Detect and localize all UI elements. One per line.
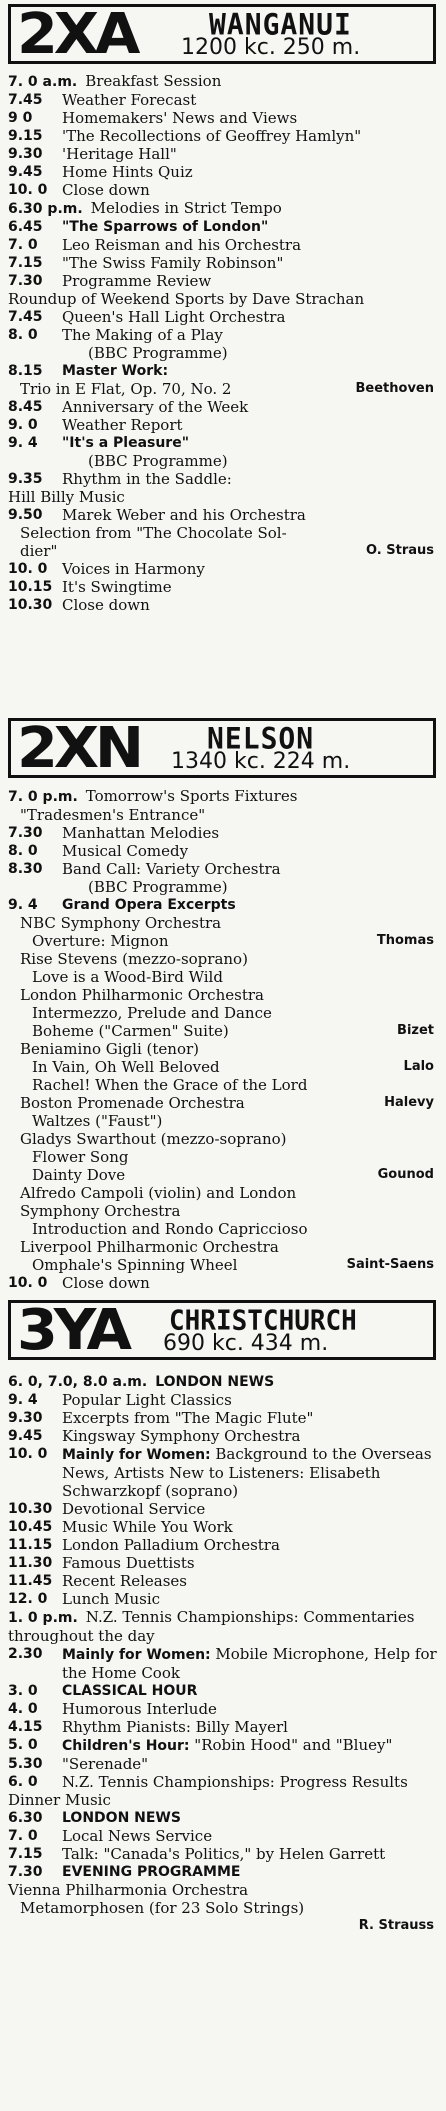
programme-time: 9.30: [8, 146, 43, 162]
programme-time: 9.35: [8, 471, 43, 487]
composer-name: Halevy: [384, 1095, 434, 1110]
programme-title-lead: Mainly for Women:: [62, 1447, 211, 1463]
programme-title: 'The Recollections of Geoffrey Hamlyn": [62, 127, 362, 145]
programme-time: 9. 4: [8, 1392, 38, 1408]
programme-title: It's Swingtime: [62, 578, 172, 596]
programme-subline: [8, 1899, 438, 1917]
programme-title: Home Hints Quiz: [62, 163, 193, 181]
subline-text: "Tradesmen's Entrance": [20, 806, 206, 824]
station-name: WANGANUI: [209, 7, 352, 42]
programme-time: 10.30: [8, 1501, 53, 1517]
programme-subline: [20, 1058, 438, 1076]
station-name: NELSON: [207, 721, 315, 756]
programme-entry: [8, 787, 438, 824]
composer-name: Beethoven: [355, 381, 434, 396]
programme-time: 9.50: [8, 507, 43, 523]
station-header-2xn: [8, 716, 436, 781]
programme-time: 8.45: [8, 399, 43, 415]
programme-time: 8.30: [8, 861, 43, 877]
station-frequency: 1340 kc. 224 m.: [171, 749, 351, 774]
subline-text: Dinner Music: [8, 1791, 111, 1809]
programme-subline: [8, 542, 438, 560]
programme-line: [8, 1608, 438, 1645]
programme-entry: [8, 1773, 438, 1809]
programme-title: Humorous Interlude: [62, 1700, 217, 1718]
programme-entry: [8, 1500, 438, 1518]
programme-entry: [8, 860, 438, 896]
programme-subline: [8, 878, 438, 896]
programme-entry: [8, 1827, 438, 1845]
programme-time: 5. 0: [8, 1737, 38, 1753]
programme-time: 6.30 p.m.: [8, 201, 83, 217]
programme-time: 9. 4: [8, 435, 38, 451]
subline-text: Overture: Mignon: [32, 932, 169, 950]
programme-title: Marek Weber and his Orchestra: [62, 506, 306, 524]
programme-subline: [8, 524, 438, 542]
programme-title: [62, 1445, 438, 1500]
programme-entry: [8, 308, 438, 326]
subline-text: NBC Symphony Orchestra: [20, 914, 222, 932]
programme-time: 7.15: [8, 255, 43, 271]
programme-title: Master Work:: [62, 363, 169, 379]
programme-time: 7. 0 p.m.: [8, 789, 78, 805]
programme-time: 9.45: [8, 1428, 43, 1444]
programme-subline: [8, 380, 438, 398]
programme-entry: [8, 127, 438, 145]
programme-entry: [8, 109, 438, 127]
programme-entry: [8, 1590, 438, 1608]
station-callsign: 2XA: [17, 2, 137, 67]
subline-text: Trio in E Flat, Op. 70, No. 2: [20, 380, 232, 398]
programme-time: 6. 0: [8, 1774, 38, 1790]
programme-entry: [8, 236, 438, 254]
programme-time: 3. 0: [8, 1683, 38, 1699]
programme-time: 1. 0 p.m.: [8, 1610, 78, 1626]
subline-text: In Vain, Oh Well Beloved: [32, 1058, 220, 1076]
programme-entry: [8, 1409, 438, 1427]
programme-title: Musical Comedy: [62, 842, 189, 860]
station-programme-3ya: [8, 1372, 438, 1933]
subline-text: Omphale's Spinning Wheel: [32, 1256, 238, 1274]
programme-title: Talk: "Canada's Politics," by Helen Garrett: [62, 1845, 386, 1863]
programme-title: Close down: [62, 181, 150, 199]
programme-time: 7. 0 a.m.: [8, 74, 78, 90]
programme-subline: [20, 914, 438, 932]
programme-time: 9.15: [8, 128, 43, 144]
programme-time: 4. 0: [8, 1701, 38, 1717]
programme-time: 10.45: [8, 1519, 53, 1535]
programme-title-lead: Children's Hour:: [62, 1738, 190, 1754]
programme-subline: [20, 1220, 438, 1238]
programme-entry: [8, 1391, 438, 1409]
programme-entry: [8, 145, 438, 163]
subline-text: Gladys Swarthout (mezzo-soprano): [20, 1130, 287, 1148]
programme-line: [8, 787, 438, 806]
programme-entry: [8, 1518, 438, 1536]
composer-name: O. Straus: [366, 543, 434, 558]
composer-name: Saint-Saens: [346, 1257, 434, 1272]
subline-text: (BBC Programme): [88, 878, 228, 896]
programme-title-rest: Background to the Overseas News, Artists New to Listeners: Elisabeth Schwarzkopf (soprano): [62, 1445, 432, 1500]
programme-subline: [20, 1112, 438, 1130]
programme-entry: [8, 1718, 438, 1736]
programme-time: 6.45: [8, 219, 43, 235]
programme-subline: [20, 1166, 438, 1184]
subline-text: (BBC Programme): [88, 452, 228, 470]
programme-title: Local News Service: [62, 1827, 213, 1845]
subline-text: Rise Stevens (mezzo-soprano): [20, 950, 248, 968]
programme-time: 7.45: [8, 92, 43, 108]
programme-time: 9. 0: [8, 417, 38, 433]
station-callsign: 2XN: [17, 716, 140, 781]
programme-subline: [20, 950, 438, 968]
programme-subline: [20, 1094, 438, 1112]
programme-title: Breakfast Session: [85, 72, 222, 90]
programme-title-rest: "Robin Hood" and "Bluey": [189, 1736, 393, 1754]
programme-subline: [20, 1148, 438, 1166]
programme-time: 4.15: [8, 1719, 43, 1735]
programme-time: 10. 0: [8, 182, 48, 198]
programme-title: Rhythm in the Saddle:: [62, 470, 232, 488]
programme-subline: [8, 1791, 438, 1809]
programme-entry: [8, 72, 438, 91]
programme-title: Grand Opera Excerpts: [62, 897, 236, 913]
programme-entry: [8, 560, 438, 578]
station-callsign: 3YA: [17, 1298, 128, 1363]
programme-time: 7.30: [8, 273, 43, 289]
programme-entry: [8, 272, 438, 308]
composer-name: Lalo: [403, 1059, 434, 1074]
programme-title: CLASSICAL HOUR: [62, 1683, 198, 1699]
subline-text: Introduction and Rondo Capriccioso: [32, 1220, 308, 1238]
programme-entry: [8, 362, 438, 398]
programme-entry: [8, 1809, 438, 1827]
programme-title: Popular Light Classics: [62, 1391, 232, 1409]
programme-title: 'Heritage Hall": [62, 145, 177, 163]
subline-text: Boston Promenade Orchestra: [20, 1094, 245, 1112]
programme-entry: [8, 824, 438, 842]
programme-time: 10.15: [8, 579, 53, 595]
programme-line: [8, 72, 438, 91]
programme-entry: [8, 1736, 438, 1755]
programme-entry: [8, 1554, 438, 1572]
programme-subline: [20, 1130, 438, 1148]
programme-subline: [20, 1202, 438, 1220]
programme-time: 7.15: [8, 1846, 43, 1862]
subline-text: Symphony Orchestra: [20, 1202, 181, 1220]
programme-entry: [8, 506, 438, 560]
programme-time: 8. 0: [8, 843, 38, 859]
programme-title-rest: Mobile Microphone, Help for the Home Cook: [62, 1645, 437, 1682]
station-header-2xa: [8, 2, 436, 67]
subline-text: Waltzes ("Faust"): [32, 1112, 163, 1130]
programme-entry: [8, 1755, 438, 1773]
programme-title: Weather Forecast: [62, 91, 197, 109]
programme-entry: [8, 326, 438, 362]
programme-entry: [8, 434, 438, 470]
programme-entry: [8, 1572, 438, 1590]
programme-entry: [8, 842, 438, 860]
programme-entry: [8, 1536, 438, 1554]
programme-title: Anniversary of the Week: [62, 398, 249, 416]
subline-text: Love is a Wood-Bird Wild: [32, 968, 223, 986]
programme-subline: [8, 488, 438, 506]
programme-entry: [8, 1700, 438, 1718]
programme-title: Homemakers' News and Views: [62, 109, 298, 127]
programme-entry: [8, 181, 438, 199]
programme-title: EVENING PROGRAMME: [62, 1864, 241, 1880]
subline-text: Roundup of Weekend Sports by Dave Strachan: [8, 290, 365, 308]
subline-text: London Philharmonic Orchestra: [20, 986, 264, 1004]
programme-entry: [8, 416, 438, 434]
programme-time: 7. 0: [8, 237, 38, 253]
programme-title: Music While You Work: [62, 1518, 233, 1536]
programme-subline: [20, 1238, 438, 1256]
programme-title: London Palladium Orchestra: [62, 1536, 280, 1554]
programme-entry: [8, 1845, 438, 1863]
programme-title: Excerpts from "The Magic Flute": [62, 1409, 314, 1427]
programme-title: [62, 1736, 438, 1755]
composer-name: Bizet: [397, 1023, 434, 1038]
programme-time: 7.30: [8, 825, 43, 841]
programme-title: LONDON NEWS: [155, 1374, 275, 1390]
programme-title: Close down: [62, 596, 150, 614]
programme-time: 9. 4: [8, 897, 38, 913]
programme-subline: [8, 344, 438, 362]
programme-title: Voices in Harmony: [62, 560, 205, 578]
programme-title: Manhattan Melodies: [62, 824, 220, 842]
programme-subline: [8, 1881, 438, 1899]
subline-text: (BBC Programme): [88, 344, 228, 362]
subline-text: Intermezzo, Prelude and Dance: [32, 1004, 272, 1022]
programme-title: Queen's Hall Light Orchestra: [62, 308, 286, 326]
programme-line: [8, 1372, 438, 1391]
programme-subline: [20, 1076, 438, 1094]
subline-text: Metamorphosen (for 23 Solo Strings): [20, 1899, 305, 1917]
programme-title: N.Z. Tennis Championships: Progress Results: [62, 1773, 408, 1791]
programme-time: 11.30: [8, 1555, 53, 1571]
programme-entry: [8, 398, 438, 416]
programme-title: Leo Reisman and his Orchestra: [62, 236, 302, 254]
programme-entry: [8, 1445, 438, 1500]
programme-time: 11.45: [8, 1573, 53, 1589]
programme-title: Melodies in Strict Tempo: [90, 199, 282, 217]
subline-text: Liverpool Philharmonic Orchestra: [20, 1238, 279, 1256]
programme-title: "It's a Pleasure": [62, 435, 190, 451]
station-programme-2xn: [8, 787, 438, 1292]
subline-text: Dainty Dove: [32, 1166, 126, 1184]
programme-time: 6.30: [8, 1810, 43, 1826]
subline-text: Boheme ("Carmen" Suite): [32, 1022, 229, 1040]
programme-entry: [8, 596, 438, 614]
programme-entry: [8, 1863, 438, 1933]
programme-entry: [8, 896, 438, 914]
programme-time: 10.30: [8, 597, 53, 613]
programme-title: Famous Duettists: [62, 1554, 195, 1572]
composer-name: Thomas: [376, 933, 434, 948]
programme-subline: [20, 1004, 438, 1022]
programme-title: Band Call: Variety Orchestra: [62, 860, 281, 878]
programme-title: Lunch Music: [62, 1590, 161, 1608]
programme-line: [8, 199, 438, 218]
programme-time: 6. 0, 7.0, 8.0 a.m.: [8, 1374, 148, 1390]
subline-text: dier": [20, 542, 58, 560]
programme-time: 8. 0: [8, 327, 38, 343]
programme-title: Rhythm Pianists: Billy Mayerl: [62, 1718, 288, 1736]
programme-subline: [20, 986, 438, 1004]
programme-entry: [8, 470, 438, 506]
programme-subline: [20, 1184, 438, 1202]
programme-time: 9.45: [8, 164, 43, 180]
programme-time: 2.30: [8, 1646, 43, 1662]
subline-text: Hill Billy Music: [8, 488, 125, 506]
programme-entry: [8, 1427, 438, 1445]
programme-title: Tomorrow's Sports Fixtures: [85, 787, 298, 805]
programme-title: "The Sparrows of London": [62, 219, 269, 235]
programme-time: 9.30: [8, 1410, 43, 1426]
programme-title: Close down: [62, 1274, 150, 1292]
programme-subline: [20, 1040, 438, 1058]
programme-entry: [8, 1274, 438, 1292]
programme-title: "The Swiss Family Robinson": [62, 254, 284, 272]
programme-entry: [8, 254, 438, 272]
station-frequency: 690 kc. 434 m.: [163, 1331, 329, 1356]
composer-name: R. Strauss: [358, 1918, 434, 1933]
programme-title: "Serenade": [62, 1755, 149, 1773]
programme-title: N.Z. Tennis Championships: Commentaries throughout the day: [8, 1608, 415, 1645]
subline-text: Beniamino Gigli (tenor): [20, 1040, 199, 1058]
station-programme-2xa: [8, 72, 438, 614]
programme-entry: [8, 199, 438, 218]
programme-subline: [20, 968, 438, 986]
programme-entry: [8, 1682, 438, 1700]
programme-entry: [8, 578, 438, 596]
programme-time: 10. 0: [8, 561, 48, 577]
programme-time: 8.15: [8, 363, 43, 379]
programme-entry: [8, 1645, 438, 1682]
programme-entry: [8, 1372, 438, 1391]
programme-title: Devotional Service: [62, 1500, 206, 1518]
programme-title: Programme Review: [62, 272, 212, 290]
composer-name: Gounod: [377, 1167, 434, 1182]
programme-title: Kingsway Symphony Orchestra: [62, 1427, 301, 1445]
programme-title: Recent Releases: [62, 1572, 187, 1590]
subline-text: Selection from "The Chocolate Sol-: [20, 524, 287, 542]
programme-title-lead: Mainly for Women:: [62, 1647, 211, 1663]
programme-title: LONDON NEWS: [62, 1810, 181, 1826]
programme-entry: [8, 91, 438, 109]
programme-time: 7.45: [8, 309, 43, 325]
programme-subline: [20, 932, 438, 950]
opera-excerpts-list: [8, 914, 438, 1274]
programme-entry: [8, 163, 438, 181]
subline-text: Vienna Philharmonia Orchestra: [8, 1881, 249, 1899]
programme-time: 9 0: [8, 110, 33, 126]
programme-time: 7. 0: [8, 1828, 38, 1844]
programme-subline: [20, 1256, 438, 1274]
station-frequency: 1200 kc. 250 m.: [181, 35, 361, 60]
programme-time: 7.30: [8, 1864, 43, 1880]
station-header-3ya: [8, 1298, 436, 1363]
programme-subline: [8, 290, 438, 308]
programme-time: 11.15: [8, 1537, 53, 1553]
programme-title: [62, 1645, 438, 1682]
programme-time: 10. 0: [8, 1275, 48, 1291]
subline-text: Rachel! When the Grace of the Lord: [32, 1076, 308, 1094]
programme-entry: [8, 218, 438, 236]
programme-time: 12. 0: [8, 1591, 48, 1607]
programme-subline: [20, 1022, 438, 1040]
station-name: CHRISTCHURCH: [169, 1305, 357, 1337]
subline-text: Flower Song: [32, 1148, 129, 1166]
programme-time: 10. 0: [8, 1446, 48, 1462]
programme-entry: [8, 1608, 438, 1645]
programme-subline: [8, 806, 438, 824]
programme-title: Weather Report: [62, 416, 183, 434]
subline-text: Alfredo Campoli (violin) and London: [20, 1184, 297, 1202]
programme-title: The Making of a Play: [62, 326, 223, 344]
programme-time: 5.30: [8, 1756, 43, 1772]
programme-subline: [8, 452, 438, 470]
